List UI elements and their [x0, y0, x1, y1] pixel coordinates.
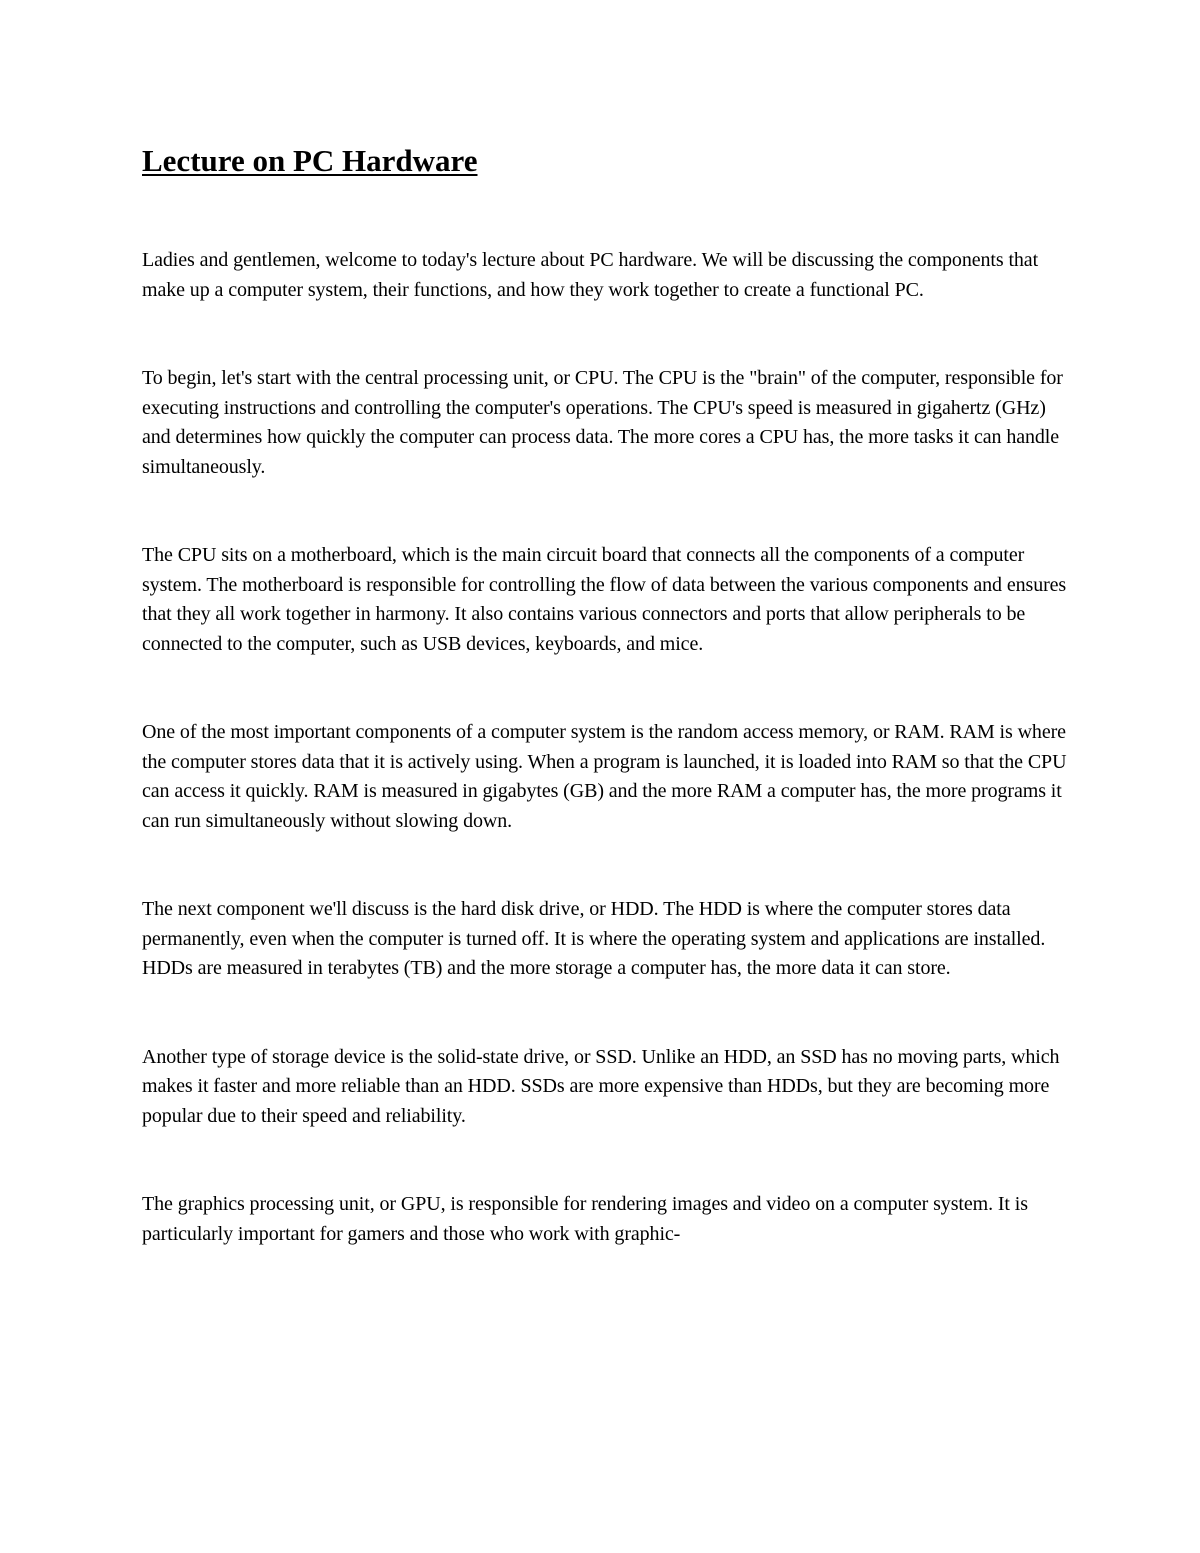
document-title: Lecture on PC Hardware: [142, 143, 478, 178]
paragraph-ram: One of the most important components of a computer system is the random access memory, or RAM. RAM is where the computer stores data that it is actively using. When a program is launched, it is loaded into RAM so that the CPU can access it quickly. RAM is measured in gigabytes (GB) and the more RAM a computer has, the more programs it can run simultaneously without slowing down.: [142, 721, 1067, 832]
paragraph-ssd: Another type of storage device is the solid-state drive, or SSD. Unlike an HDD, an SSD has no moving parts, which makes it faster and more reliable than an HDD. SSDs are more expensive than HDDs, but they are becoming more popular due to their speed and reliability.: [142, 1045, 1060, 1127]
paragraph-introduction: Ladies and gentlemen, welcome to today's lecture about PC hardware. We will be discussing the components that make up a computer system, their functions, and how they work together to create a functional PC.: [142, 249, 1039, 301]
document-page: [142, 140, 1072, 1249]
paragraph-gpu: The graphics processing unit, or GPU, is responsible for rendering images and video on a computer system. It is particularly important for gamers and those who work with graphic-: [142, 1193, 1028, 1245]
paragraph-hdd: The next component we'll discuss is the hard disk drive, or HDD. The HDD is where the computer stores data permanently, even when the computer is turned off. It is where the operating system and applications are installed. HDDs are measured in terabytes (TB) and the more storage a computer has, the more data it can store.: [142, 898, 1046, 979]
paragraph-motherboard: The CPU sits on a motherboard, which is the main circuit board that connects all the components of a computer system. The motherboard is responsible for controlling the flow of data between the various components and ensures that they all work together in harmony. It also contains various connectors and ports that allow peripherals to be connected to the computer, such as USB devices, keyboards, and mice.: [142, 544, 1067, 655]
paragraph-cpu: To begin, let's start with the central processing unit, or CPU. The CPU is the "brain" of the computer, responsible for executing instructions and controlling the computer's operations. The CPU's speed is measured in gigahertz (GHz) and determines how quickly the computer can process data. The more cores a CPU has, the more tasks it can handle simultaneously.: [142, 367, 1063, 478]
